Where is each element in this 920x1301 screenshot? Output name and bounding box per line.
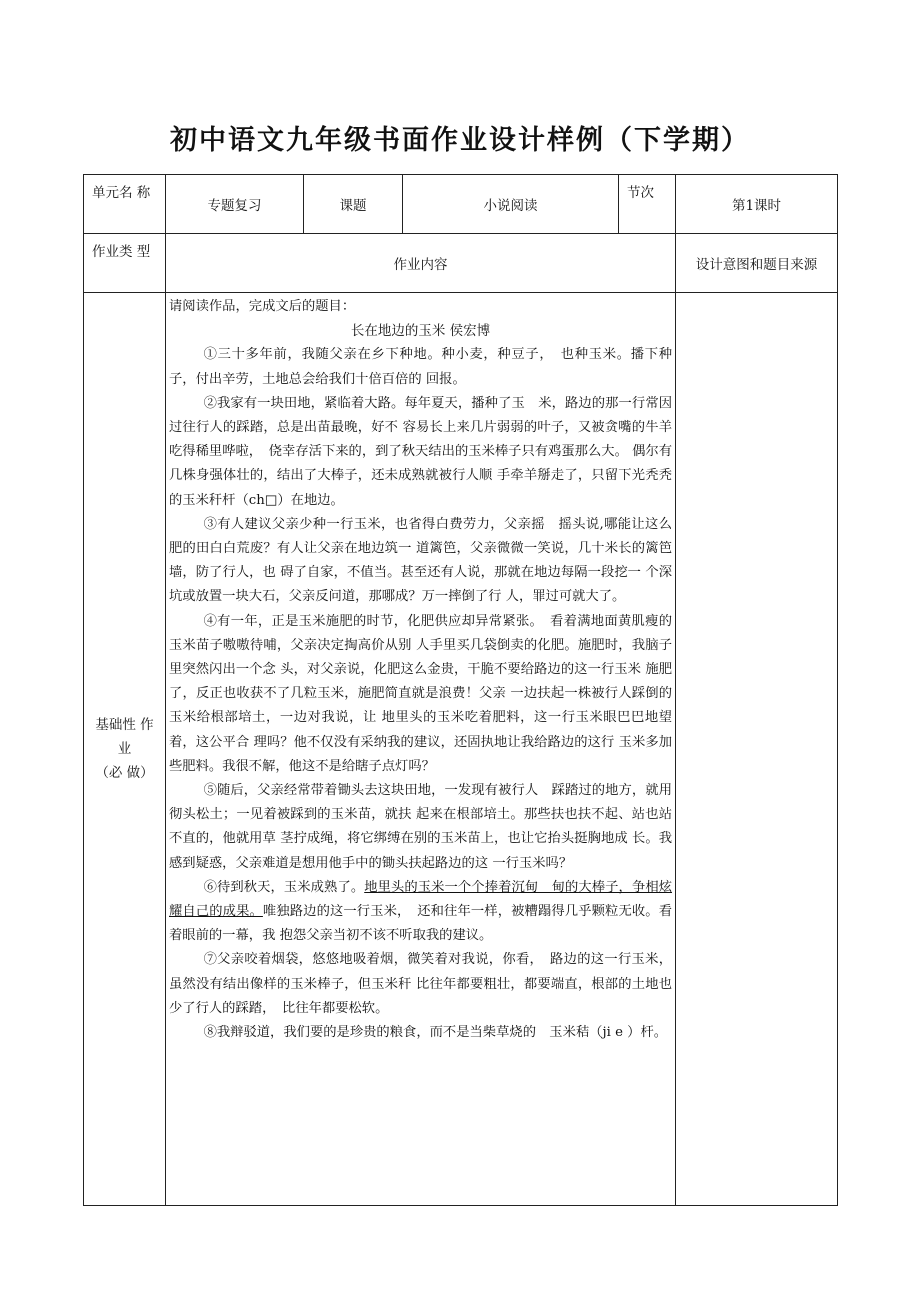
page-title: 初中语文九年级书面作业设计样例（下学期） (170, 125, 750, 156)
unit-label: 单元名 称 (84, 175, 166, 234)
subheader-row (84, 234, 838, 293)
paragraph-7: ⑦父亲咬着烟袋，悠悠地吸着烟，微笑着对我说，你看， 路边的这一行玉米，虽然没有结出像样的玉米棒子，但玉米秆 比往年都要粗壮，都要端直，根部的土地也少了行人的踩踏， 比往年都要松软。 (169, 952, 672, 1016)
type-label: 作业类 型 (84, 234, 166, 293)
content-row (84, 293, 838, 1206)
paragraph-5: ⑤随后，父亲经常带着锄头去这块田地，一发现有被行人 踩踏过的地方，就用彻头松土；一见着被踩到的玉米苗，就扶 起来在根部培土。那些扶也扶不起、站也站不直的，他就用草 茎拧成绳，将它绑缚在别的玉米苗上，也让它抬头挺胸地成 长。我感到疑惑，父亲难道是想用他手中的锄头扶起路边的这 一行玉米吗？ (169, 783, 672, 871)
paragraph-6-rest: 唯独路边的这一行玉米， 还和往年一样，被糟蹋得几乎颗粒无收。看着眼前的一幕，我 抱怨父亲当初不该不听取我的建议。 (169, 904, 672, 944)
assignment-content (166, 293, 676, 1206)
intro-text: 请阅读作品，完成文后的题目： (169, 299, 356, 314)
category-line-2: 业 (117, 741, 132, 757)
paragraph-6 (169, 876, 672, 949)
category-line-1: 基础性 作 (95, 717, 154, 733)
content-label: 作业内容 (166, 234, 676, 293)
story-title: 长在地边的玉米 侯宏博 (350, 323, 491, 340)
intent-label: 设计意图和题目来源 (676, 234, 838, 293)
lesson-value: 小说阅读 (403, 175, 619, 234)
header-row (84, 175, 838, 234)
period-value: 第1课时 (676, 175, 838, 234)
paragraph-3: ③有人建议父亲少种一行玉米，也省得白费劳力，父亲摇 摇头说,哪能让这么肥的田白白荒废？有人让父亲在地边筑一 道篱笆，父亲微微一笑说，几十米长的篱笆墙，防了行人，也 碍了自家，不值当。甚至还有人说，那就在地边每隔一段挖一 个深坑或放置一块大石，父亲反问道，那哪成？万一摔倒了行 人，罪过可就大了。 (169, 516, 672, 605)
category-cell (84, 293, 166, 1206)
paragraph-8: ⑧我辩驳道，我们要的是珍贵的粮食，而不是当柴草烧的 玉米秸（ji e ）杆。 (203, 1025, 668, 1041)
paragraph-6-underlined: 地里头的玉米一个个捧着沉甸 甸的大棒子，争相炫耀自己的成果。 (169, 879, 673, 920)
unit-value: 专题复习 (166, 175, 304, 234)
lesson-label: 课题 (304, 175, 403, 234)
intent-cell (676, 293, 838, 1206)
paragraph-6-start: ⑥待到秋天，玉米成熟了。 (203, 879, 365, 895)
category-line-3: （必 做） (95, 765, 154, 781)
paragraph-4: ④有一年，正是玉米施肥的时节，化肥供应却异常紧张。 看着满地面黄肌瘦的玉米苗子嗷嗷待哺，父亲决定掏高价从别 人手里买几袋倒卖的化肥。施肥时，我脑子里突然闪出一个念 头，对父亲说，化肥这么金贵，干脆不要给路边的这一行玉米 施肥了，反正也收获不了几粒玉米，施肥简直就是浪费！父亲 一边扶起一株被行人踩倒的玉米给根部培土，一边对我说，让 地里头的玉米吃着肥料，这一行玉米眼巴巴地望着，这公平合 理吗？他不仅没有采纳我的建议，还固执地让我给路边的这行 玉米多加些肥料。我很不解，他这不是给瞎子点灯吗？ (169, 613, 672, 774)
period-label: 节次 (619, 175, 676, 234)
paragraph-2: ②我家有一块田地，紧临着大路。每年夏天，播种了玉 米，路边的那一行常因过往行人的踩踏，总是出苗最晚，好不 容易长上来几片弱弱的叶子，又被贪嘴的牛羊吃得稀里哗啦， 侥幸存活下来的，到了秋天结出的玉米棒子只有鸡蛋那么大。 偶尔有几株身强体壮的，结出了大棒子，还未成熟就被行人顺 手牵羊掰走了，只留下光秃秃的玉米秆杆（ch□）在地边。 (169, 395, 672, 508)
paragraph-1: ①三十多年前，我随父亲在乡下种地。种小麦，种豆子， 也种玉米。播下种子，付出辛劳，土地总会给我们十倍百倍的 回报。 (169, 347, 672, 387)
assignment-table (83, 174, 838, 1206)
